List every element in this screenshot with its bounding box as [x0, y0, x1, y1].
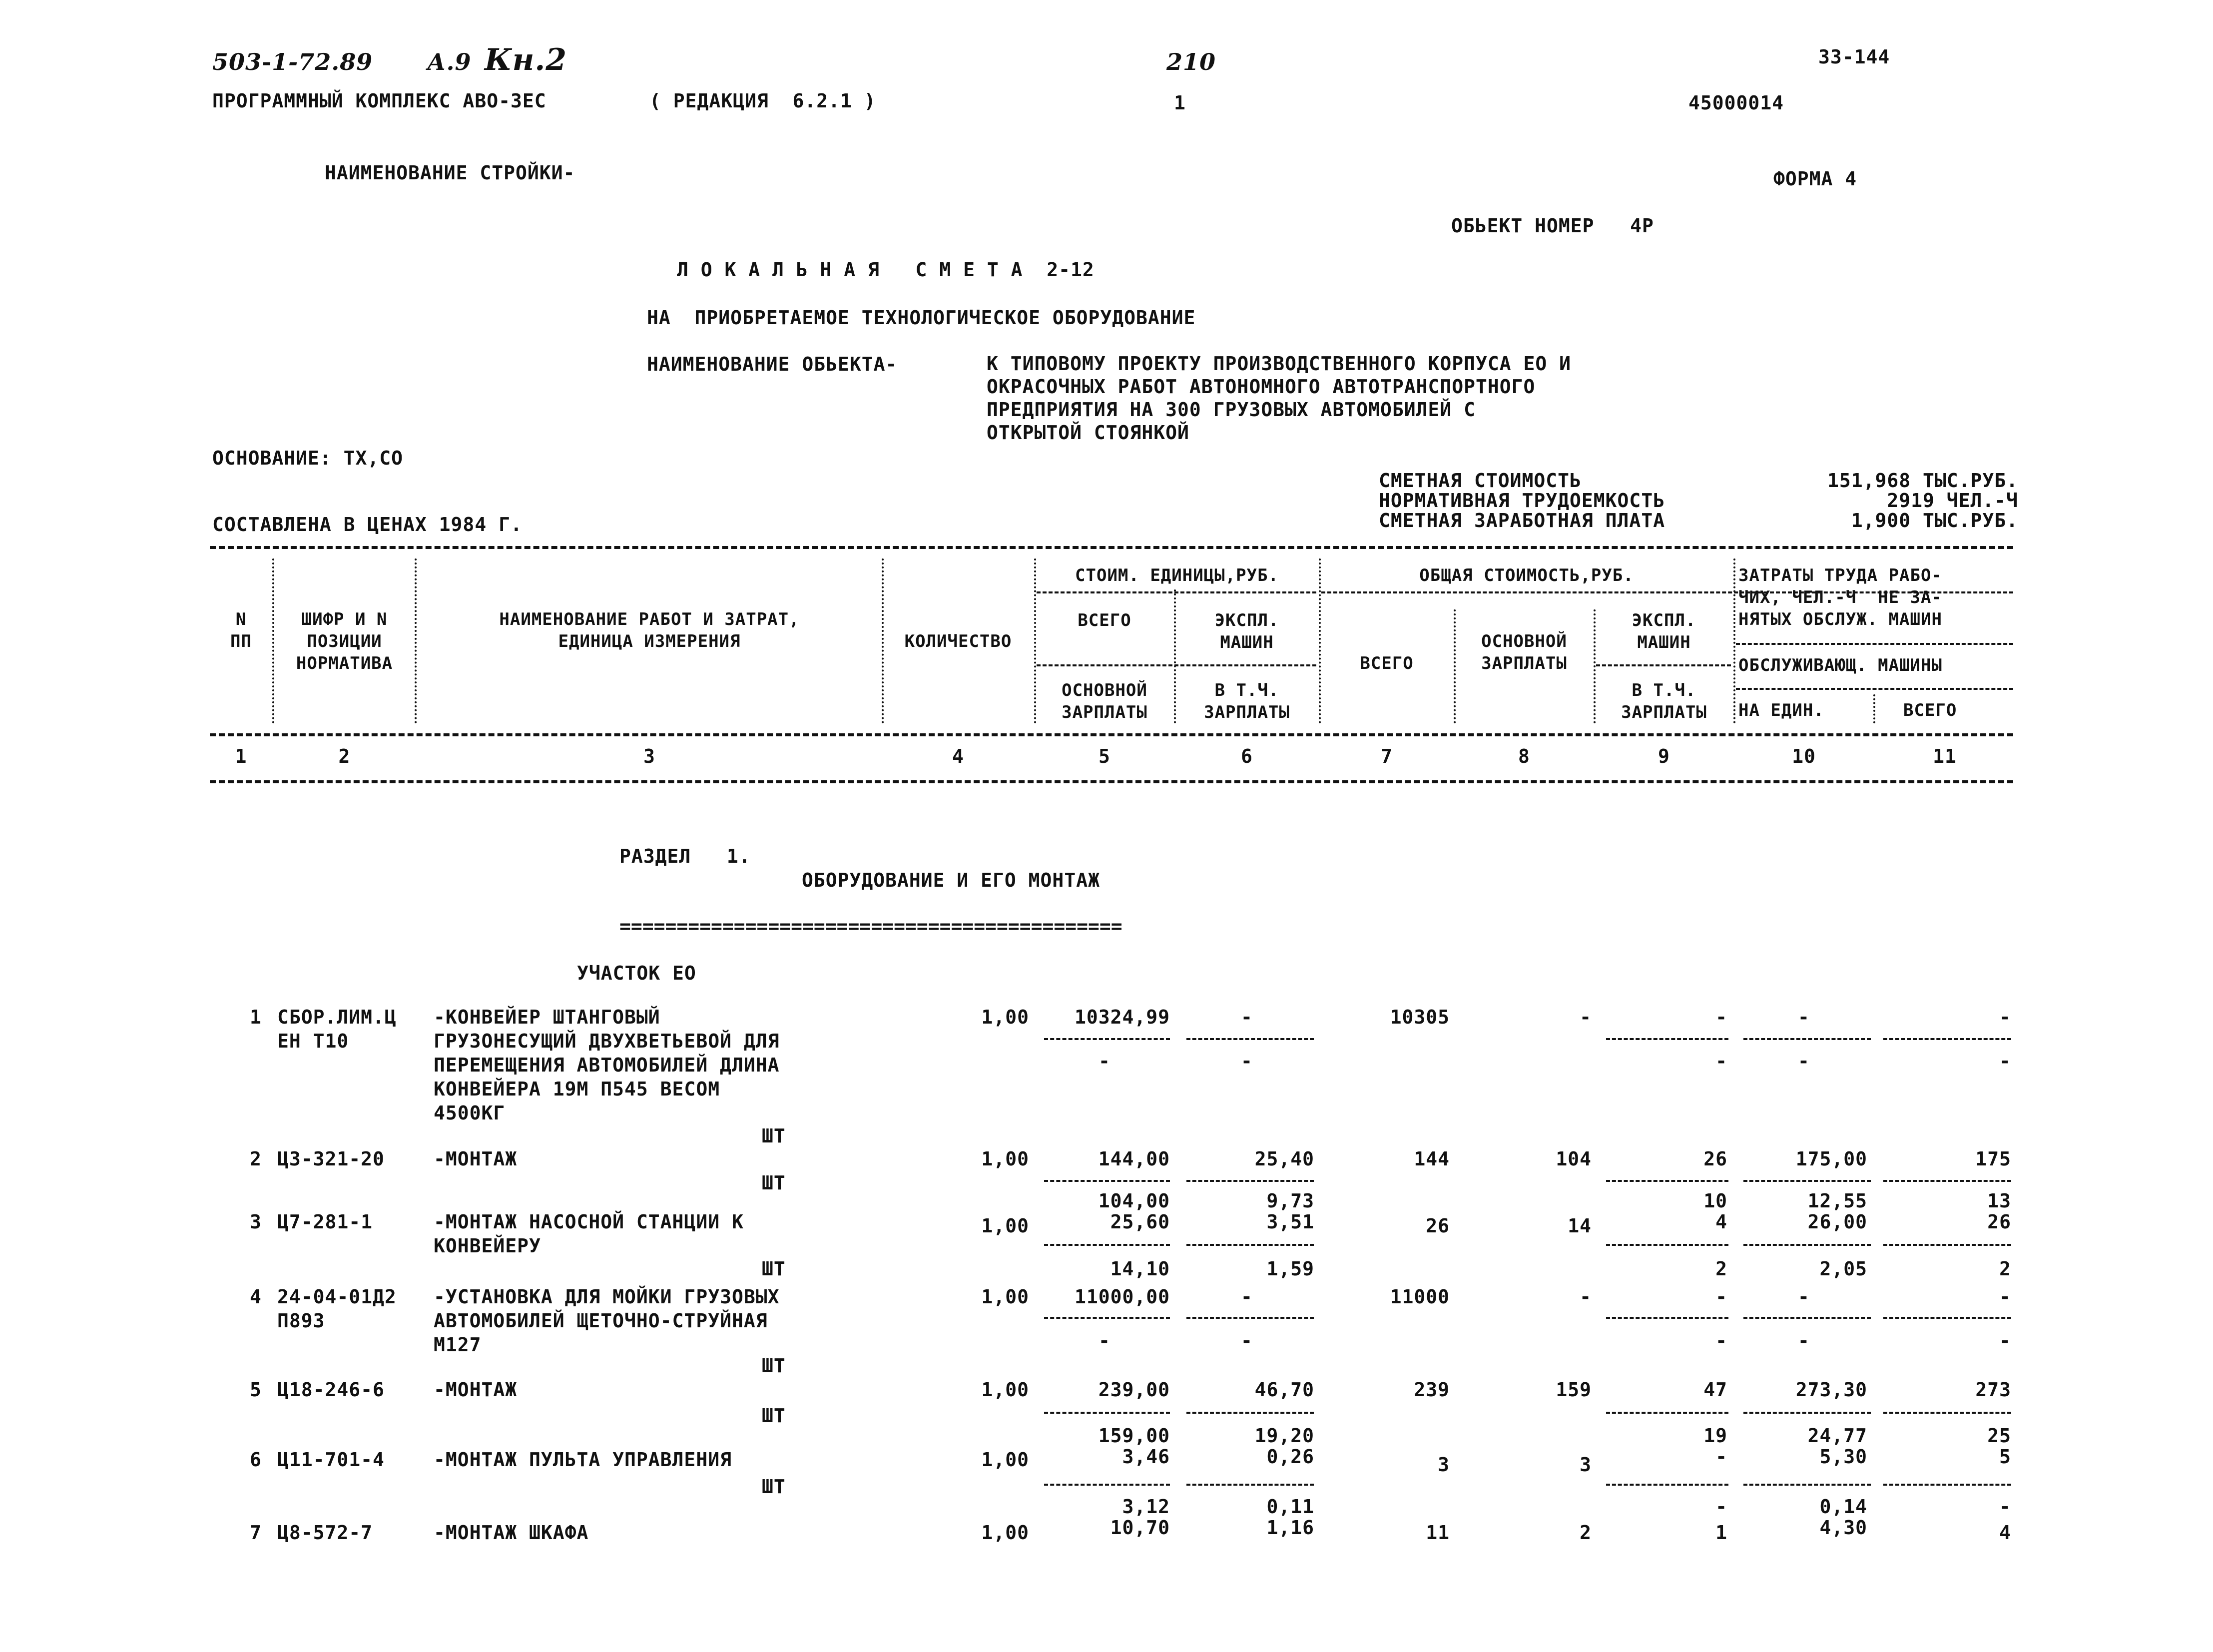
header-subrule: [1596, 664, 1731, 666]
row-total: 10305: [1390, 1006, 1450, 1028]
column-divider: [1319, 558, 1321, 723]
price-basis: СОСТАВЛЕНА В ЦЕНАХ 1984 Г.: [212, 514, 523, 536]
cell-underline: [1044, 1244, 1170, 1246]
construction-label: НАИМЕНОВАНИЕ СТРОЙКИ-: [325, 162, 575, 184]
page-stamp: 33-144: [1818, 46, 1890, 68]
column-divider: [1454, 609, 1456, 723]
row-code: СБОР.ЛИМ.Ц ЕН Т10: [277, 1006, 397, 1052]
object-name-line: ОТКРЫТОЙ СТОЯНКОЙ: [987, 422, 1189, 444]
cell-underline: [1186, 1038, 1314, 1040]
row-quantity: 1,00: [981, 1449, 1029, 1471]
row-mach-wage: 2: [1715, 1258, 1727, 1280]
row-labor-total: 26: [1987, 1211, 2011, 1233]
cell-underline: [1044, 1484, 1170, 1486]
row-labor-mach-total: -: [1999, 1330, 2011, 1352]
column-divider: [1034, 558, 1036, 723]
cell-underline: [1743, 1317, 1871, 1319]
cell-underline: [1883, 1038, 2011, 1040]
row-labor-total: 5: [1999, 1446, 2011, 1468]
row-labor-unit: -: [1798, 1286, 1810, 1308]
row-total: 144: [1414, 1148, 1450, 1170]
row-number: 5: [250, 1379, 262, 1401]
edition: ( РЕДАКЦИЯ 6.2.1 ): [649, 90, 876, 112]
object-name-line: ПРЕДПРИЯТИЯ НА 300 ГРУЗОВЫХ АВТОМОБИЛЕЙ С: [987, 399, 1476, 421]
cell-underline: [1186, 1412, 1314, 1414]
row-unit-total: 10324,99: [1074, 1006, 1170, 1028]
header-total-all: ВСЕГО: [1360, 653, 1414, 673]
handwritten-book: Кн.2: [485, 42, 567, 77]
cell-underline: [1743, 1244, 1871, 1246]
row-total-wage: 14: [1568, 1215, 1592, 1237]
header-labor-unit: НА ЕДИН.: [1738, 700, 1824, 720]
row-labor-unit: -: [1798, 1006, 1810, 1028]
row-number: 4: [250, 1286, 262, 1308]
row-unit-wage-incl: 9,73: [1266, 1190, 1314, 1212]
column-number: 7: [1381, 745, 1393, 767]
header-total-wage: ОСНОВНОЙ ЗАРПЛАТЫ: [1481, 631, 1567, 673]
header-subrule: [1736, 688, 2013, 690]
cell-underline: [1606, 1412, 1728, 1414]
table-top-rule: [210, 546, 2013, 549]
column-number: 6: [1241, 745, 1253, 767]
row-total-wage: 3: [1580, 1454, 1592, 1476]
row-unit: ШТ: [762, 1476, 786, 1498]
column-number: 3: [643, 745, 655, 767]
header-bottom-rule: [210, 733, 2013, 736]
row-labor-total: 175: [1975, 1148, 2011, 1170]
header-subrule: [1037, 664, 1316, 666]
row-unit-machines: 25,40: [1254, 1148, 1314, 1170]
header-labor-total: ВСЕГО: [1903, 700, 1957, 720]
numbers-bottom-rule: [210, 780, 2013, 783]
row-quantity: 1,00: [981, 1215, 1029, 1237]
column-number: 10: [1792, 745, 1816, 767]
header-total-machines: ЭКСПЛ. МАШИН: [1632, 610, 1696, 652]
cell-underline: [1606, 1244, 1728, 1246]
cell-underline: [1044, 1317, 1170, 1319]
column-divider: [272, 558, 274, 723]
row-unit-wage-incl: 0,11: [1266, 1496, 1314, 1518]
row-number: 7: [250, 1522, 262, 1544]
header-subrule: [1037, 591, 1316, 593]
column-divider: [1594, 609, 1596, 723]
row-unit-total: 25,60: [1110, 1211, 1170, 1233]
row-labor-mach-total: 2: [1999, 1258, 2011, 1280]
row-labor-unit: 26,00: [1807, 1211, 1867, 1233]
summary-label: НОРМАТИВНАЯ ТРУДОЕМКОСТЬ: [1379, 490, 1665, 512]
summary-label: СМЕТНАЯ СТОИМОСТЬ: [1379, 470, 1582, 492]
row-unit: ШТ: [762, 1125, 786, 1147]
row-total: 26: [1426, 1215, 1450, 1237]
row-quantity: 1,00: [981, 1522, 1029, 1544]
row-labor-total: 4: [1999, 1522, 2011, 1544]
row-total-wage: -: [1580, 1006, 1592, 1028]
section-rule: ============================================: [619, 915, 1122, 937]
row-unit-total: 239,00: [1098, 1379, 1170, 1401]
object-name-line: К ТИПОВОМУ ПРОЕКТУ ПРОИЗВОДСТВЕННОГО КОРПУСА ЕО И: [987, 353, 1572, 375]
column-number: 5: [1099, 745, 1110, 767]
column-number: 4: [952, 745, 964, 767]
row-unit: ШТ: [762, 1172, 786, 1194]
row-total: 11: [1426, 1522, 1450, 1544]
row-unit-wage-incl: -: [1241, 1330, 1253, 1352]
row-quantity: 1,00: [981, 1286, 1029, 1308]
row-name: -МОНТАЖ: [434, 1379, 518, 1401]
row-labor-mach-unit: 2,05: [1819, 1258, 1867, 1280]
cell-underline: [1186, 1180, 1314, 1182]
handwritten-album: А.9: [427, 48, 472, 75]
row-number: 6: [250, 1449, 262, 1471]
page-title: Л О К А Л Ь Н А Я С М Е Т А 2-12: [677, 259, 1095, 281]
cell-underline: [1186, 1317, 1314, 1319]
summary-value: 1,900 ТЫС.РУБ.: [1851, 510, 2018, 532]
header-subrule: [1736, 643, 2013, 645]
column-number: 11: [1933, 745, 1957, 767]
row-labor-mach-unit: 24,77: [1807, 1425, 1867, 1447]
row-mach-wage: -: [1715, 1050, 1727, 1072]
row-labor-total: -: [1999, 1286, 2011, 1308]
row-quantity: 1,00: [981, 1148, 1029, 1170]
row-unit-wage: -: [1099, 1330, 1110, 1352]
form-label: ФОРМА 4: [1773, 168, 1857, 190]
cell-underline: [1044, 1412, 1170, 1414]
row-unit-total: 3,46: [1122, 1446, 1170, 1468]
row-unit-wage: 104,00: [1098, 1190, 1170, 1212]
cell-underline: [1883, 1317, 2011, 1319]
cell-underline: [1606, 1180, 1728, 1182]
header-unit-cost: СТОИМ. ЕДИНИЦЫ,РУБ.: [1075, 565, 1279, 585]
row-unit-wage: 14,10: [1110, 1258, 1170, 1280]
cell-underline: [1743, 1038, 1871, 1040]
row-code: Ц18-246-6: [277, 1379, 385, 1401]
header-quantity: КОЛИЧЕСТВО: [904, 631, 1012, 651]
cell-underline: [1606, 1484, 1728, 1486]
cell-underline: [1883, 1180, 2011, 1182]
row-unit-wage-incl: -: [1241, 1050, 1253, 1072]
row-unit-wage: 159,00: [1098, 1425, 1170, 1447]
handwritten-page: 210: [1166, 48, 1216, 75]
column-number: 2: [338, 745, 351, 767]
row-quantity: 1,00: [981, 1379, 1029, 1401]
column-divider: [415, 558, 417, 723]
row-labor-unit: 5,30: [1819, 1446, 1867, 1468]
doc-code: 45000014: [1688, 92, 1784, 114]
row-total-wage: 159: [1556, 1379, 1592, 1401]
row-total-machines: -: [1715, 1286, 1727, 1308]
row-unit: ШТ: [762, 1355, 786, 1377]
row-labor-mach-unit: 12,55: [1807, 1190, 1867, 1212]
row-unit-wage-incl: 19,20: [1254, 1425, 1314, 1447]
summary-value: 151,968 ТЫС.РУБ.: [1827, 470, 2018, 492]
header-unit-wage-incl: В Т.Ч. ЗАРПЛАТЫ: [1204, 680, 1290, 722]
cell-underline: [1743, 1412, 1871, 1414]
cell-underline: [1606, 1317, 1728, 1319]
object-number: ОБЬЕКТ НОМЕР 4Р: [1451, 215, 1654, 237]
row-labor-unit: 273,30: [1795, 1379, 1867, 1401]
row-unit-machines: 1,16: [1266, 1517, 1314, 1539]
object-name-line: ОКРАСОЧНЫХ РАБОТ АВТОНОМНОГО АВТОТРАНСПОРТНОГО: [987, 376, 1536, 398]
row-total-machines: -: [1715, 1006, 1727, 1028]
row-quantity: 1,00: [981, 1006, 1029, 1028]
row-unit-wage: -: [1099, 1050, 1110, 1072]
row-code: Ц3-321-20: [277, 1148, 385, 1170]
section-label: РАЗДЕЛ 1.: [619, 845, 751, 867]
row-unit-machines: -: [1241, 1286, 1253, 1308]
row-total-machines: 1: [1715, 1522, 1727, 1544]
header-n: N ПП: [230, 609, 252, 651]
header-total-machines-wage: В Т.Ч. ЗАРПЛАТЫ: [1621, 680, 1707, 722]
row-name: -МОНТАЖ НАСОСНОЙ СТАНЦИИ К КОНВЕЙЕРУ: [434, 1211, 744, 1257]
row-name: -МОНТАЖ ПУЛЬТА УПРАВЛЕНИЯ: [434, 1449, 732, 1471]
cell-underline: [1883, 1412, 2011, 1414]
row-name: -МОНТАЖ ШКАФА: [434, 1522, 589, 1544]
section-name: ОБОРУДОВАНИЕ И ЕГО МОНТАЖ: [802, 869, 1100, 891]
column-number: 1: [235, 745, 247, 767]
summary-label: СМЕТНАЯ ЗАРАБОТНАЯ ПЛАТА: [1379, 510, 1665, 532]
row-unit-machines: 3,51: [1266, 1211, 1314, 1233]
header-labor-machines: ОБСЛУЖИВАЮЩ. МАШИНЫ: [1738, 655, 1942, 675]
row-total-machines: -: [1715, 1446, 1727, 1468]
row-total-wage: 104: [1556, 1148, 1592, 1170]
row-number: 2: [250, 1148, 262, 1170]
header-unit-machines: ЭКСПЛ. МАШИН: [1214, 610, 1279, 652]
row-mach-wage: -: [1715, 1496, 1727, 1518]
cell-underline: [1044, 1180, 1170, 1182]
row-unit: ШТ: [762, 1258, 786, 1280]
sheet-number: 1: [1174, 92, 1186, 114]
row-total: 3: [1438, 1454, 1450, 1476]
cell-underline: [1606, 1038, 1728, 1040]
row-total-wage: -: [1580, 1286, 1592, 1308]
row-unit-total: 10,70: [1110, 1517, 1170, 1539]
row-unit-total: 144,00: [1098, 1148, 1170, 1170]
row-number: 3: [250, 1211, 262, 1233]
row-labor-mach-unit: -: [1798, 1330, 1810, 1352]
row-code: 24-04-01Д2 П893: [277, 1286, 397, 1332]
row-code: Ц7-281-1: [277, 1211, 373, 1233]
row-labor-unit: 4,30: [1819, 1517, 1867, 1539]
row-unit-machines: -: [1241, 1006, 1253, 1028]
page-subtitle: НА ПРИОБРЕТАЕМОЕ ТЕХНОЛОГИЧЕСКОЕ ОБОРУДОВАНИЕ: [647, 307, 1196, 329]
row-mach-wage: -: [1715, 1330, 1727, 1352]
row-labor-mach-total: 13: [1987, 1190, 2011, 1212]
row-mach-wage: 19: [1703, 1425, 1727, 1447]
row-code: Ц8-572-7: [277, 1522, 373, 1544]
row-labor-unit: 175,00: [1795, 1148, 1867, 1170]
row-total-machines: 26: [1703, 1148, 1727, 1170]
row-unit-machines: 0,26: [1266, 1446, 1314, 1468]
row-total-machines: 4: [1715, 1211, 1727, 1233]
summary-value: 2919 ЧЕЛ.-Ч: [1887, 490, 2018, 512]
column-divider: [1733, 558, 1735, 723]
header-name: НАИМЕНОВАНИЕ РАБОТ И ЗАТРАТ, ЕДИНИЦА ИЗМЕРЕНИЯ: [499, 609, 800, 651]
program-name: ПРОГРАММНЫЙ КОМПЛЕКС АВО-ЗЕС: [212, 90, 547, 112]
site-label: УЧАСТОК ЕО: [577, 962, 696, 984]
cell-underline: [1883, 1244, 2011, 1246]
cell-underline: [1044, 1038, 1170, 1040]
column-divider: [1873, 694, 1875, 723]
header-unit-wage: ОСНОВНОЙ ЗАРПЛАТЫ: [1062, 680, 1147, 722]
row-labor-mach-total: -: [1999, 1496, 2011, 1518]
header-unit-total: ВСЕГО: [1078, 610, 1131, 630]
header-total-cost: ОБЩАЯ СТОИМОСТЬ,РУБ.: [1419, 565, 1634, 585]
row-labor-mach-total: -: [1999, 1050, 2011, 1072]
row-total: 11000: [1390, 1286, 1450, 1308]
column-number: 9: [1658, 745, 1670, 767]
row-mach-wage: 10: [1703, 1190, 1727, 1212]
row-labor-mach-unit: -: [1798, 1050, 1810, 1072]
column-divider: [1174, 589, 1176, 723]
row-unit-machines: 46,70: [1254, 1379, 1314, 1401]
cell-underline: [1743, 1180, 1871, 1182]
object-name-label: НАИМЕНОВАНИЕ ОБЬЕКТА-: [647, 353, 898, 375]
cell-underline: [1883, 1484, 2011, 1486]
row-name: -КОНВЕЙЕР ШТАНГОВЫЙ ГРУЗОНЕСУЩИЙ ДВУХВЕТЬЕВОЙ ДЛЯ ПЕРЕМЕЩЕНИЯ АВТОМОБИЛЕЙ ДЛИНА КОНВЕЙЕРА 19М П545 ВЕСОМ 4500КГ: [434, 1006, 780, 1124]
cell-underline: [1743, 1484, 1871, 1486]
row-name: -УСТАНОВКА ДЛЯ МОЙКИ ГРУЗОВЫХ АВТОМОБИЛЕЙ ЩЕТОЧНО-СТРУЙНАЯ М127: [434, 1286, 780, 1356]
handwritten-code: 503-1-72.89: [212, 48, 373, 75]
header-labor: ЗАТРАТЫ ТРУДА РАБО- ЧИХ, ЧЕЛ.-Ч НЕ ЗА- НЯТЫХ ОБСЛУЖ. МАШИН: [1738, 565, 1942, 629]
row-labor-mach-total: 25: [1987, 1425, 2011, 1447]
cell-underline: [1186, 1244, 1314, 1246]
header-code: ШИФР И N ПОЗИЦИИ НОРМАТИВА: [296, 609, 393, 673]
row-unit-wage-incl: 1,59: [1266, 1258, 1314, 1280]
basis: ОСНОВАНИЕ: ТХ,СО: [212, 447, 404, 469]
row-unit-wage: 3,12: [1122, 1496, 1170, 1518]
row-number: 1: [250, 1006, 262, 1028]
row-code: Ц11-701-4: [277, 1449, 385, 1471]
row-labor-mach-unit: 0,14: [1819, 1496, 1867, 1518]
row-labor-total: 273: [1975, 1379, 2011, 1401]
row-name: -МОНТАЖ: [434, 1148, 518, 1170]
column-number: 8: [1518, 745, 1530, 767]
row-labor-total: -: [1999, 1006, 2011, 1028]
row-total-machines: 47: [1703, 1379, 1727, 1401]
row-total-wage: 2: [1580, 1522, 1592, 1544]
row-unit: ШТ: [762, 1405, 786, 1427]
row-unit-total: 11000,00: [1074, 1286, 1170, 1308]
row-total: 239: [1414, 1379, 1450, 1401]
cell-underline: [1186, 1484, 1314, 1486]
